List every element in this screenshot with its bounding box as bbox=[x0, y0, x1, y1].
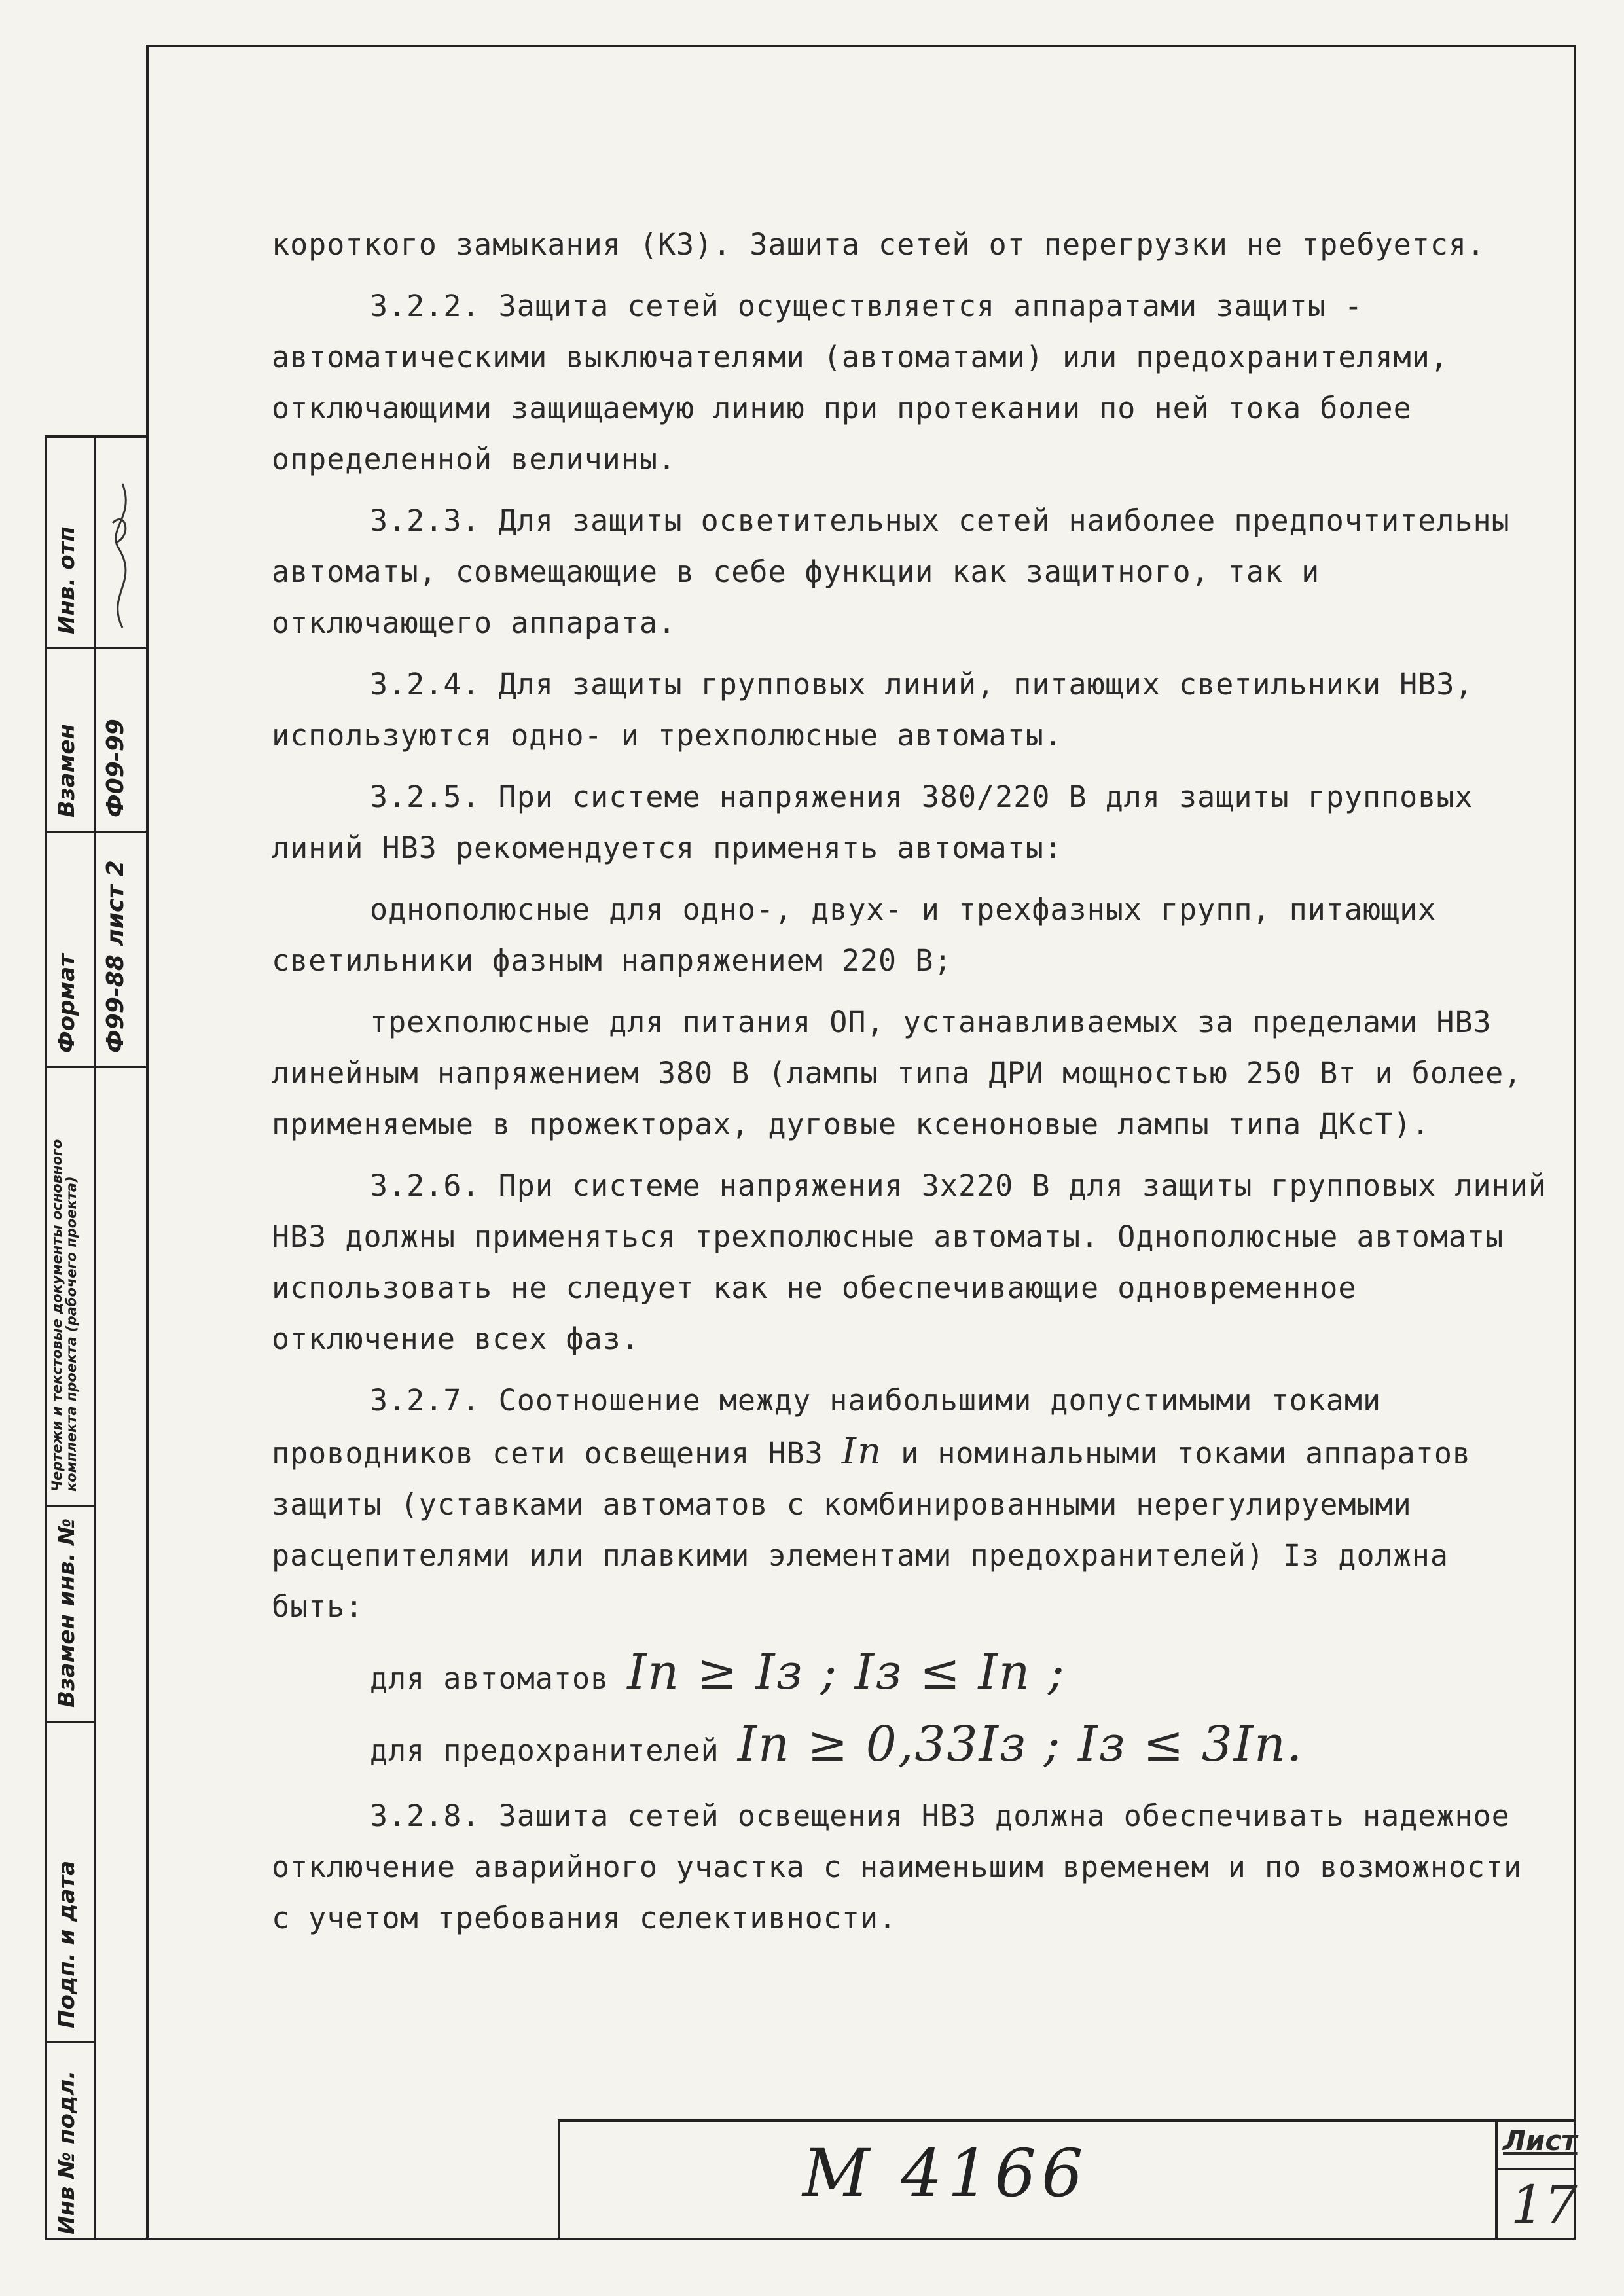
sidebar-docs-label: Чертежи и текстовые документы основного комплекта проекта (рабочего проекта) bbox=[49, 1139, 79, 1492]
paragraph-3-2-7-part-c: должна быть: bbox=[272, 1538, 1449, 1624]
paragraph: короткого замыкания (КЗ). Зашита сетей от перегрузки не требуется. bbox=[272, 227, 1486, 262]
paragraph-3-2-7-part-b: и номинальными токами аппаратов защиты (уставками автоматов с комбинированными нерегулируемыми расцепителями или плавкими элементами предохранителей) bbox=[272, 1436, 1471, 1573]
sidebar-inv-orig-label: Инв. отп bbox=[54, 526, 80, 634]
sidebar-format-value: Ф99-88 лист 2 bbox=[102, 860, 129, 1053]
list-item-single-pole: однополюсные для одно-, двух- и трехфазных групп, питающих светильники фазным напряжением 220 В; bbox=[272, 892, 1437, 978]
symbol-ip: Iп bbox=[841, 1430, 883, 1473]
sidebar-column-headings bbox=[47, 438, 96, 2238]
paragraph-3-2-5: 3.2.5. При системе напряжения 380/220 В для защиты групповых линий НВЗ рекомендуется применять автоматы: bbox=[272, 780, 1473, 865]
signature-mark bbox=[99, 464, 145, 634]
sidebar-sign-date-label: Подп. и дата bbox=[54, 1860, 80, 2028]
symbol-iz: Iз bbox=[1283, 1538, 1320, 1573]
sheet-label: Лист bbox=[1503, 2125, 1578, 2157]
formula-expression: Iп ≥ 0,33Iз ; Iз ≤ 3Iп. bbox=[737, 1716, 1304, 1772]
sidebar-replaced-label: Взамен bbox=[54, 724, 80, 817]
paragraph-3-2-8: 3.2.8. Зашита сетей освещения НВЗ должна обеспечивать надежное отключение аварийного участка с наименьшим временем и по возможности с учетом требования селективности. bbox=[272, 1799, 1523, 1935]
document-body bbox=[272, 219, 1548, 1954]
paragraph-3-2-7-part-a: 3.2.7. Соотношение между наибольшими допустимыми токами проводников сети освещения НВЗ bbox=[272, 1383, 1382, 1471]
sheet-number: 17 bbox=[1511, 2174, 1578, 2235]
paragraph-3-2-3: 3.2.3. Для защиты осветительных сетей наиболее предпочтительны автоматы, совмещающие в себе функции как защитного, так и отключающего аппарата. bbox=[272, 503, 1510, 640]
sidebar-format-label: Формат bbox=[54, 954, 80, 1053]
approval-sidebar bbox=[45, 435, 146, 2240]
sheet-box bbox=[1495, 2122, 1576, 2240]
formula-expression: Iп ≥ Iз ; Iз ≤ Iп ; bbox=[627, 1644, 1066, 1700]
sidebar-inv-label: Инв № подл. bbox=[54, 2070, 80, 2234]
paragraph-3-2-2: 3.2.2. Защита сетей осуществляется аппаратами защиты - автоматическими выключателями (автоматами) или предохранителями, отключающими защищаемую линию при протекании по ней тока более определенной величины. bbox=[272, 289, 1449, 476]
paragraph-3-2-7 bbox=[272, 1375, 1548, 1632]
formula-fuses bbox=[272, 1716, 1548, 1776]
sidebar-replaced-value: Ф09-99 bbox=[102, 719, 129, 817]
document-code: М 4166 bbox=[803, 2135, 1089, 2212]
formula-automats bbox=[272, 1644, 1548, 1704]
sidebar-replaced-inv-label: Взамен инв. № bbox=[54, 1518, 80, 1708]
paragraph-3-2-4: 3.2.4. Для защиты групповых линий, питающих светильники НВЗ, используются одно- и трехполюсные автоматы. bbox=[272, 667, 1473, 753]
formula-label: для предохранителей bbox=[370, 1733, 719, 1768]
formula-label: для автоматов bbox=[370, 1661, 609, 1696]
paragraph-3-2-6: 3.2.6. При системе напряжения 3х220 В для защиты групповых линий НВЗ должны применяться трехполюсные автоматы. Однополюсные автоматы использовать не следует как не обеспечивающие одновременное отключение всех фаз. bbox=[272, 1168, 1547, 1356]
sidebar-column-values bbox=[94, 438, 149, 2238]
title-stamp bbox=[558, 2119, 1576, 2240]
list-item-three-pole: трехполюсные для питания ОП, устанавливаемых за пределами НВЗ линейным напряжением 380 В (лампы типа ДРИ мощностью 250 Вт и более, применяемые в прожекторах, дуговые ксеноновые лампы типа ДКсТ). bbox=[272, 1005, 1523, 1141]
